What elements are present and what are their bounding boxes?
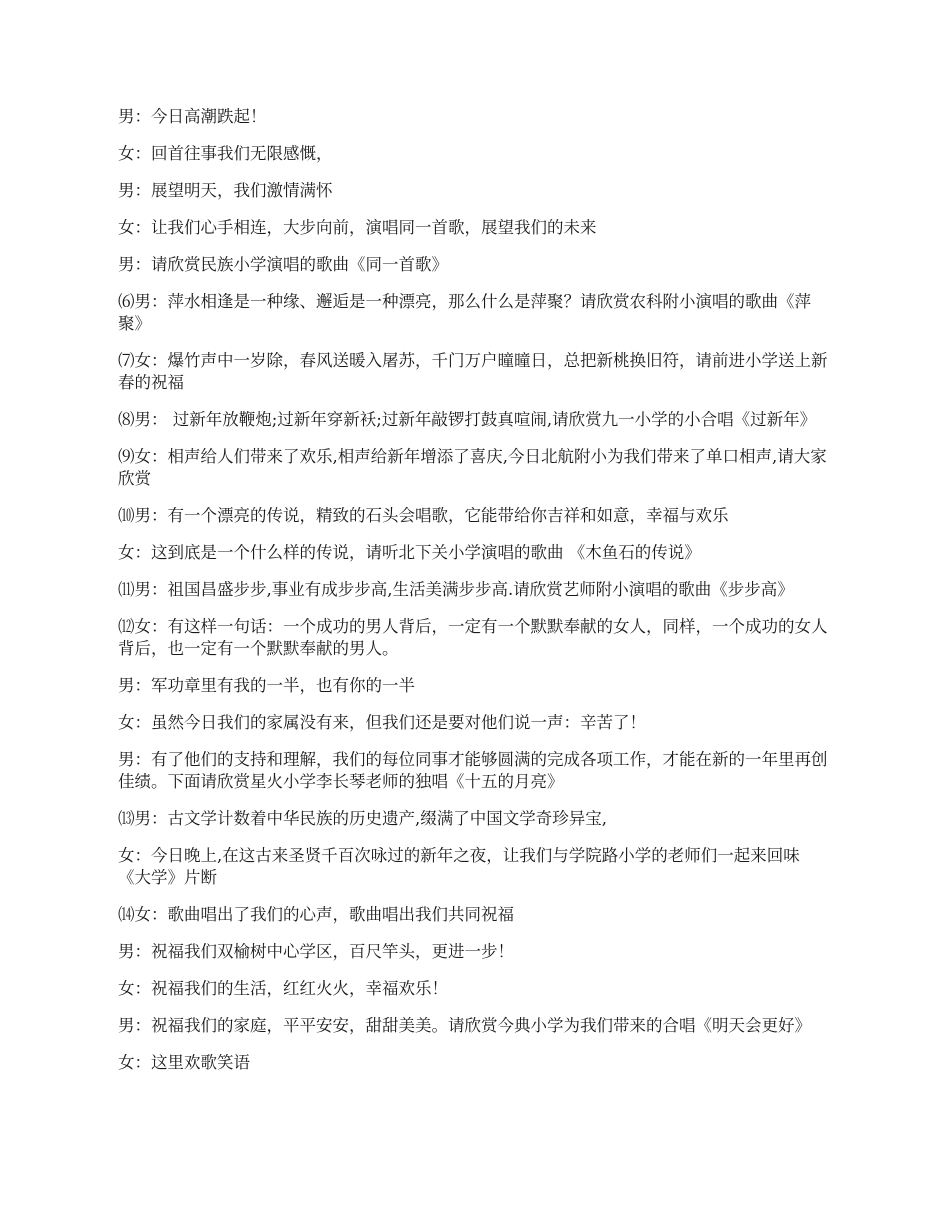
script-line: 男：请欣赏民族小学演唱的歌曲《同一首歌》 [118,255,448,274]
script-line: 女：回首往事我们无限感慨， [118,144,333,163]
script-line: 男：展望明天，我们激情满怀 [118,181,333,200]
script-line: ⒀男：古文学计数着中华民族的历史遗产,缀满了中国文学奇珍异宝, [118,809,607,828]
script-line: ⒁女：歌曲唱出了我们的心声，歌曲唱出我们共同祝福 [118,905,514,924]
script-line: 男：军功章里有我的一半，也有你的一半 [118,676,415,695]
script-line: 女：今日晚上,在这古来圣贤千百次咏过的新年之夜，让我们与学院路小学的老师们一起来回味《大学》片断 [118,846,800,887]
script-line: 女：虽然今日我们的家属没有来，但我们还是要对他们说一声：辛苦了！ [118,713,646,732]
script-line: 女：祝福我们的生活，红红火火，幸福欢乐！ [118,979,448,998]
script-line: ⑻男： 过新年放鞭炮;过新年穿新袄;过新年敲锣打鼓真喧闹,请欣赏九一小学的小合唱《过新年》 [118,410,817,429]
script-line: 男：祝福我们双榆树中心学区，百尺竿头，更进一步！ [118,942,514,961]
script-line: ⑾男：祖国昌盛步步,事业有成步步高,生活美满步步高.请欣赏艺师附小演唱的歌曲《步步高》 [118,580,794,599]
document-body [118,106,830,1089]
script-line: 男：有了他们的支持和理解，我们的每位同事才能够圆满的完成各项工作，才能在新的一年里再创佳绩。下面请欣赏星火小学李长琴老师的独唱《十五的月亮》 [118,750,828,791]
script-line: 男：今日高潮跌起！ [118,107,267,126]
script-line: 女：这里欢歌笑语 [118,1053,250,1072]
script-line: ⑽男：有一个漂亮的传说，精致的石头会唱歌，它能带给你吉祥和如意，幸福与欢乐 [118,506,729,525]
script-line: ⑺女：爆竹声中一岁除，春风送暖入屠苏，千门万户曈曈日，总把新桃换旧符，请前进小学送上新春的祝福 [118,351,828,392]
script-line: 女：这到底是一个什么样的传说，请听北下关小学演唱的歌曲 《木鱼石的传说》 [118,543,701,562]
script-line: 女：让我们心手相连，大步向前，演唱同一首歌，展望我们的未来 [118,218,597,237]
script-line: 男：祝福我们的家庭，平平安安，甜甜美美。请欣赏今典小学为我们带来的合唱《明天会更好》 [118,1016,811,1035]
script-line: ⑼女：相声给人们带来了欢乐,相声给新年增添了喜庆,今日北航附小为我们带来了单口相声,请大家欣赏 [118,447,827,488]
script-line: ⑿女：有这样一句话：一个成功的男人背后，一定有一个默默奉献的女人，同样，一个成功的女人背后，也一定有一个默默奉献的男人。 [118,617,828,658]
script-line: ⑹男：萍水相逢是一种缘、邂逅是一种漂亮，那么什么是萍聚？请欣赏农科附小演唱的歌曲《萍聚》 [118,292,811,333]
